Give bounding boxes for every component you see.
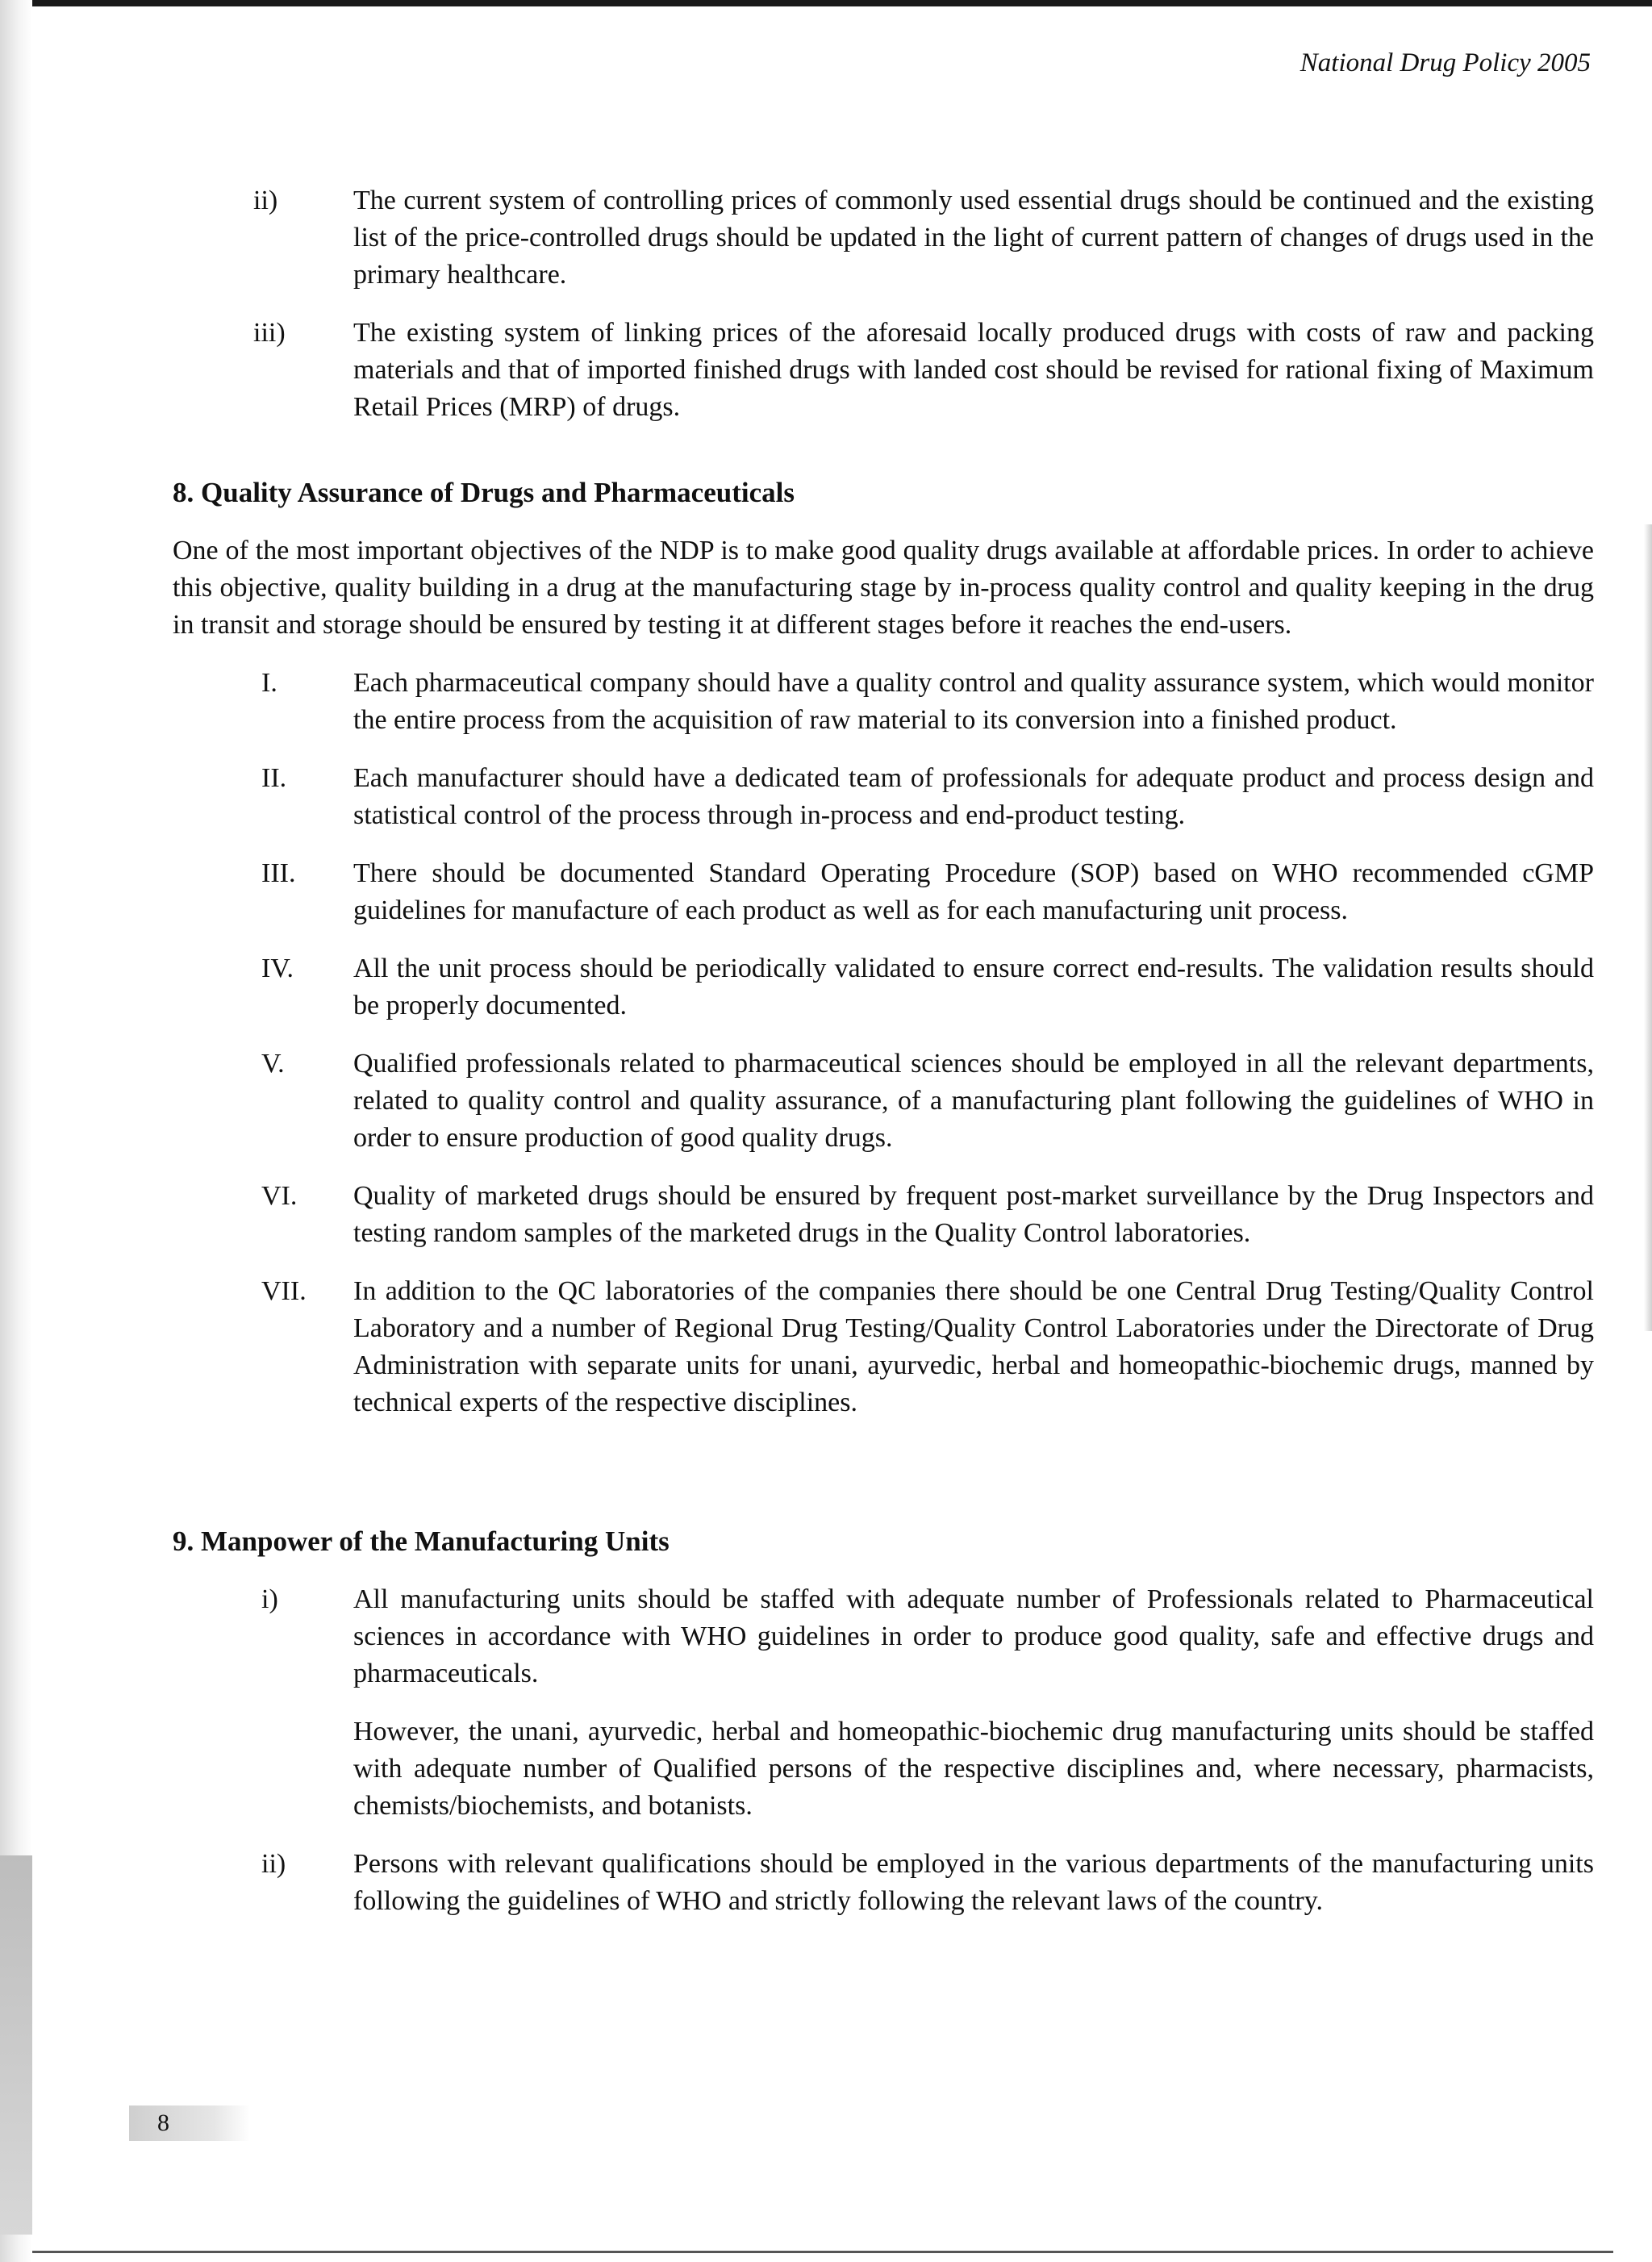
list-item-text bbox=[353, 1846, 1594, 1920]
list-item bbox=[173, 950, 1594, 1025]
list-marker: III. bbox=[261, 858, 296, 888]
list-item bbox=[173, 1273, 1594, 1421]
list-item bbox=[173, 182, 1594, 294]
list-marker: IV. bbox=[261, 954, 294, 983]
list-marker: V. bbox=[261, 1049, 285, 1079]
scan-shadow-strip bbox=[0, 1855, 32, 2235]
list-marker: I. bbox=[261, 668, 277, 698]
page-body bbox=[173, 182, 1594, 1941]
list-item-paragraph: However, the unani, ayurvedic, herbal and homeopathic-biochemic drug manufacturing units should be staffed with adequate number of Qualified persons of the respective disciplines and, where necessary, pharmacists, chemists/biochemists, and botanists. bbox=[353, 1717, 1594, 1821]
list-item-text: In addition to the QC laboratories of the companies there should be one Central Drug Testing/Quality Control Laboratory and a number of Regional Drug Testing/Quality Control Laboratories under the Directorate of Drug Administration with separate units for unani, ayurvedic, herbal and homeopathic-biochemic drugs, manned by technical experts of the respective disciplines. bbox=[353, 1276, 1594, 1417]
list-item bbox=[173, 855, 1594, 929]
list-item-text: Quality of marketed drugs should be ensured by frequent post-market surveillance by the Drug Inspectors and testing random samples of the marketed drugs in the Quality Control laboratories. bbox=[353, 1181, 1594, 1248]
list-item-paragraph: All manufacturing units should be staffed with adequate number of Professionals related to Pharmaceutical sciences in accordance with WHO guidelines in order to produce good quality, safe and effective drugs and pharmaceuticals. bbox=[353, 1584, 1594, 1688]
scan-shadow-right bbox=[1644, 524, 1652, 1331]
list-marker: VII. bbox=[261, 1276, 307, 1306]
bottom-border-rule bbox=[32, 2251, 1613, 2253]
list-item-text: The current system of controlling prices of commonly used essential drugs should be continued and the existing list of the price-controlled drugs should be updated in the light of current pattern of changes of drugs used in the primary healthcare. bbox=[353, 186, 1594, 290]
list-item bbox=[173, 315, 1594, 426]
section-heading-manpower: 9. Manpower of the Manufacturing Units bbox=[173, 1525, 670, 1557]
list-item bbox=[173, 1045, 1594, 1157]
list-item bbox=[173, 1178, 1594, 1252]
list-item-paragraph: Persons with relevant qualifications should be employed in the various departments of the manufacturing units following the guidelines of WHO and strictly following the relevant laws of the country. bbox=[353, 1849, 1594, 1916]
list-marker: i) bbox=[261, 1584, 278, 1614]
top-border-rule bbox=[0, 0, 1652, 6]
section-spacer bbox=[173, 1442, 1594, 1475]
list-marker: ii) bbox=[253, 186, 278, 215]
list-item-text: All the unit process should be periodically validated to ensure correct end-results. The validation results should be properly documented. bbox=[353, 954, 1594, 1020]
list-item-text: The existing system of linking prices of the aforesaid locally produced drugs with costs of raw and packing materials and that of imported finished drugs with landed cost should be revised for rational fixing of Maximum Retail Prices (MRP) of drugs. bbox=[353, 318, 1594, 422]
list-item-text: There should be documented Standard Operating Procedure (SOP) based on WHO recommended cGMP guidelines for manufacture of each product as well as for each manufacturing unit process. bbox=[353, 858, 1594, 925]
list-item-text bbox=[353, 1581, 1594, 1825]
list-item bbox=[173, 665, 1594, 739]
list-marker: iii) bbox=[253, 318, 286, 348]
list-item bbox=[173, 760, 1594, 834]
running-header: National Drug Policy 2005 bbox=[1299, 48, 1591, 77]
list-item-text: Qualified professionals related to pharmaceutical sciences should be employed in all the relevant departments, related to quality control and quality assurance, of a manufacturing plant following the guidelines of WHO in order to ensure production of good quality drugs. bbox=[353, 1049, 1594, 1153]
list-item bbox=[173, 1846, 1594, 1920]
list-item bbox=[173, 1581, 1594, 1825]
section-intro-paragraph: One of the most important objectives of the NDP is to make good quality drugs available at affordable prices. In order to achieve this objective, quality building in a drug at the manufacturing stage by in-process quality control and quality keeping in the drug in transit and storage should be ensured by testing it at different stages before it reaches the end-users. bbox=[173, 536, 1594, 640]
section-heading-quality-assurance: 8. Quality Assurance of Drugs and Pharmaceuticals bbox=[173, 477, 795, 508]
list-marker: II. bbox=[261, 763, 287, 793]
list-item-text: Each pharmaceutical company should have a quality control and quality assurance system, which would monitor the entire process from the acquisition of raw material to its conversion into a finished product. bbox=[353, 668, 1594, 735]
page-number: 8 bbox=[129, 2105, 250, 2141]
list-marker: VI. bbox=[261, 1181, 298, 1211]
list-item-text: Each manufacturer should have a dedicated team of professionals for adequate product and process design and statistical control of the process through in-process and end-product testing. bbox=[353, 763, 1594, 830]
list-marker: ii) bbox=[261, 1849, 286, 1879]
